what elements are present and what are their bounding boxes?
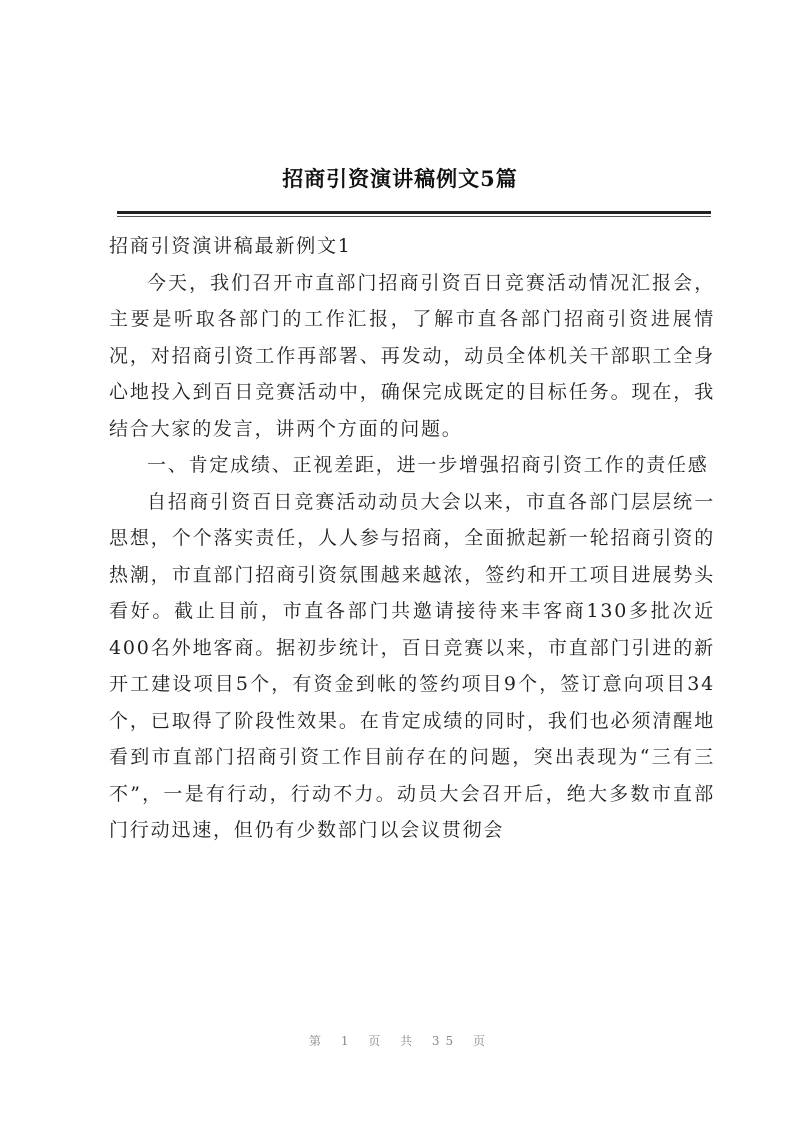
document-body <box>109 228 715 849</box>
title-divider-thin <box>117 216 711 217</box>
document-title: 招商引资演讲稿例文5篇 <box>282 166 518 191</box>
section-heading: 招商引资演讲稿最新例文1 <box>109 235 352 257</box>
paragraph-subheading: 一、肯定成绩、正视差距，进一步增强招商引资工作的责任感 <box>147 454 709 476</box>
paragraph-opening: 今天，我们召开市直部门招商引资百日竞赛活动情况汇报会，主要是听取各部门的工作汇报，了解市直各部门招商引资进展情况，对招商引资工作再部署、再发动，动员全体机关干部职工全身心地投入到百日竞赛活动中，确保完成既定的目标任务。现在，我结合大家的发言，讲两个方面的问题。 <box>109 271 715 440</box>
title-divider-thick <box>117 211 711 214</box>
paragraph-achievements: 自招商引资百日竞赛活动动员大会以来，市直各部门层层统一思想，个个落实责任，人人参与招商，全面掀起新一轮招商引资的热潮，市直部门招商引资氛围越来越浓，签约和开工项目进展势头看好。截止目前，市直各部门共邀请接待来丰客商130多批次近400名外地客商。据初步统计，百日竞赛以来，市直部门引进的新开工建设项目5个，有资金到帐的签约项目9个，签订意向项目34个，已取得了阶段性效果。在肯定成绩的同时，我们也必须清醒地看到市直部门招商引资工作目前存在的问题，突出表现为“三有三不”，一是有行动，行动不力。动员大会召开后，绝大多数市直部门行动迅速，但仍有少数部门以会议贯彻会 <box>109 490 715 841</box>
page-number-footer: 第 1 页 共 35 页 <box>309 1034 491 1048</box>
